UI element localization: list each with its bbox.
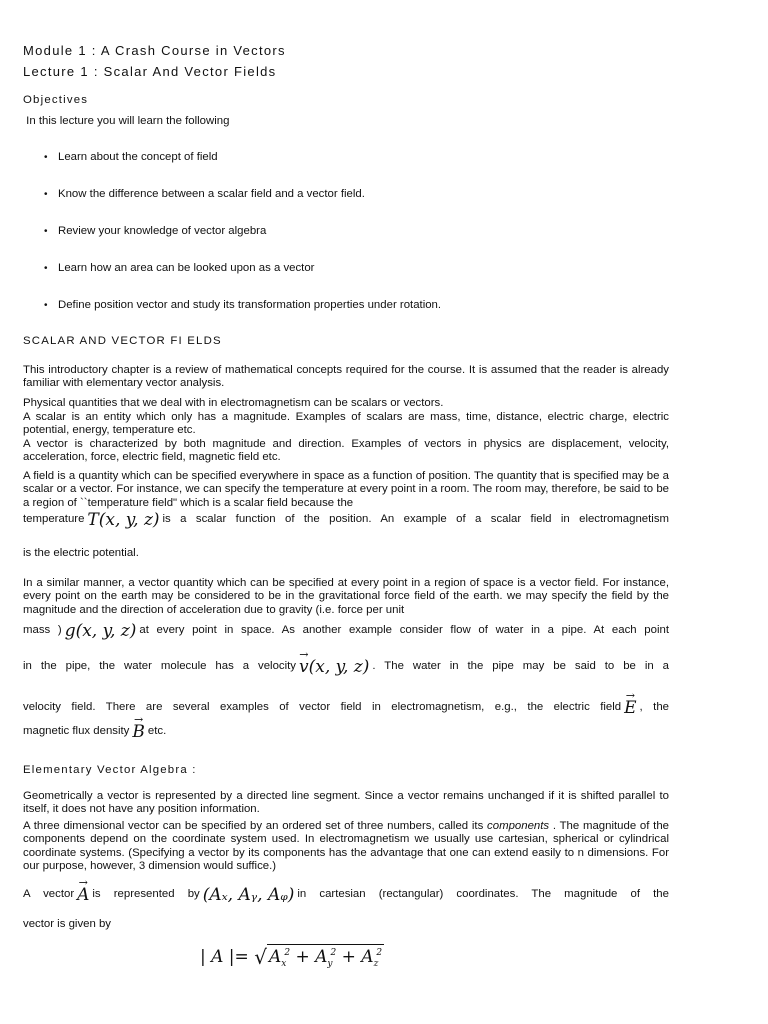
paragraph-field-temperature-line: temperature T(x, y, z) is a scalar function of the position. An example of a scalar field in electromagnetism xyxy=(23,510,669,530)
math-vector-components: (Aₓ, Aᵧ, Aᵩ) xyxy=(202,885,295,905)
math-velocity-function: → v(x, y, z) xyxy=(299,661,369,674)
list-item: • Review your knowledge of vector algebra xyxy=(44,225,266,238)
sqrt-content: $A_x^2 + A_y^2 + A_z^2$ xyxy=(267,944,384,971)
paragraph-physical-quantities: Physical quantities that we deal with in electromagnetism can be scalars or vectors. xyxy=(23,397,444,409)
paragraph-vector-components: A three dimensional vector can be specified by an ordered set of three numbers, called its components . The magnitude of the components depend on the coordinate system used. In electromagnetism we usually use cartesian, spherical or cylindrical coordinate systems. (Specifying a vector by its components has the advantage that one can extend easily to n dimensions. For our purpose, however, 3 dimension would suffice.) xyxy=(23,820,670,872)
paragraph-scalar-definition: A scalar is an entity which only has a magnitude. Examples of scalars are mass, time, distance, electric charge, electric potential, energy, temperature etc. xyxy=(23,411,669,437)
list-item: • Define position vector and study its transformation properties under rotation. xyxy=(44,299,441,312)
math-magnetic-flux: → B xyxy=(132,726,145,739)
math-electric-field: → E xyxy=(624,702,636,715)
objectives-heading: Objectives xyxy=(23,94,89,106)
paragraph-field-potential-line: is the electric potential. xyxy=(23,547,139,559)
vector-field-line-electric: velocity field. There are several examples of vector field in electromagnetism, e.g., the electric field→ E , the xyxy=(23,701,669,715)
paragraph-geometric-vector: Geometrically a vector is represented by a directed line segment. Since a vector remains unchanged if it is shifted parallel to itself, it does not have any position information. xyxy=(23,790,669,816)
paragraph-vector-definition: A vector is characterized by both magnitude and direction. Examples of vectors in physics are displacement, velocity, acceleration, force, electric field, magnetic field etc. xyxy=(23,438,669,464)
vector-representation-line: A vector→ A is represented by (Aₓ, Aᵧ, Aᵩ) in cartesian (rectangular) coordinates. The magnitude of the xyxy=(23,888,669,902)
vector-magnitude-intro: vector is given by xyxy=(23,918,111,930)
section-heading-vector-algebra: Elementary Vector Algebra : xyxy=(23,764,197,776)
math-gravity-function: g(x, y, z) xyxy=(64,621,137,641)
vector-field-line-gravity: mass ) g(x, y, z) at every point in space. As another example consider flow of water in a pipe. At each point xyxy=(23,621,669,641)
vector-field-line-magnetic: magnetic flux density→ B etc. xyxy=(23,725,669,739)
list-item: • Know the difference between a scalar field and a vector field. xyxy=(44,188,365,201)
magnitude-formula: | A |= √ $A_x^2 + A_y^2 + A_z^2$ xyxy=(200,944,384,971)
paragraph-intro: This introductory chapter is a review of mathematical concepts required for the course. It is assumed that the reader is already familiar with elementary vector analysis. xyxy=(23,364,669,390)
paragraph-field-definition: A field is a quantity which can be specified everywhere in space as a function of position. The quantity that is specified may be a scalar or a vector. For instance, we can specify the temperature at every point in a room. The room may, therefore, be said to be a region of ``temperature field" which is a scalar field because the xyxy=(23,470,669,509)
math-temperature-function: T(x, y, z) xyxy=(87,510,160,530)
list-item: • Learn how an area can be looked upon as a vector xyxy=(44,262,314,275)
objectives-intro: In this lecture you will learn the following xyxy=(23,115,230,127)
module-title: Module 1 : A Crash Course in Vectors xyxy=(23,43,286,58)
section-heading-scalar-vector: SCALAR AND VECTOR FI ELDS xyxy=(23,335,222,347)
sqrt-sign: √ xyxy=(254,945,267,969)
paragraph-vector-field: In a similar manner, a vector quantity which can be specified at every point in a region of space is a vector field. For instance, every point on the earth may be considered to be in the gravitational force field of the earth. we may specify the field by the magnitude and the direction of acceleration due to gravity (i.e. force per unit xyxy=(23,577,669,616)
lecture-title: Lecture 1 : Scalar And Vector Fields xyxy=(23,64,277,79)
list-item: • Learn about the concept of field xyxy=(44,151,218,164)
math-vector-a: → A xyxy=(77,889,89,902)
vector-field-line-velocity: in the pipe, the water molecule has a velocity→ v(x, y, z) . The water in the pipe may be said to be in a xyxy=(23,660,669,674)
